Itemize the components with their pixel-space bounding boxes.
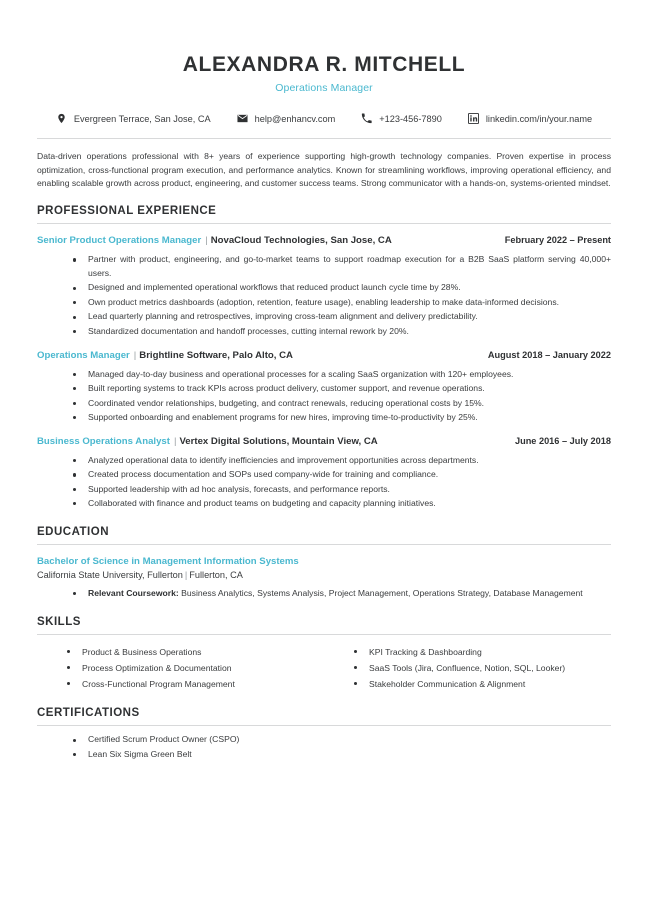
contact-email[interactable]: [237, 113, 336, 124]
education-school: California State University, Fullerton: [37, 570, 183, 581]
section-professional-experience: [37, 205, 611, 511]
list-item: Supported onboarding and enablement programs for new hires, improving time-to-productivity by 25%.: [73, 411, 611, 425]
section-skills: [37, 616, 611, 692]
education-bullets: [37, 587, 611, 601]
experience-date: June 2016 – July 2018: [514, 435, 611, 446]
title-separator: |: [205, 235, 208, 247]
list-item: [73, 587, 611, 601]
experience-company: Brightline Software, Palo Alto, CA: [139, 349, 293, 361]
title-separator: |: [173, 435, 177, 447]
education-school-line: [37, 570, 611, 580]
education-degree: Bachelor of Science in Management Information Systems: [37, 556, 299, 568]
skills-column-left: [37, 645, 324, 692]
coursework-label: Relevant Coursework:: [88, 588, 179, 599]
list-item: Cross-Functional Program Management: [67, 677, 324, 692]
experience-role: Operations Manager: [37, 349, 130, 361]
section-title-experience: PROFESSIONAL EXPERIENCE: [37, 205, 217, 218]
list-item: Designed and implemented operational workflows that reduced product launch cycle time by 28%.: [73, 281, 611, 295]
contact-location[interactable]: [56, 113, 211, 124]
certifications-list: [37, 733, 611, 761]
experience-bullets: [37, 368, 611, 425]
list-item: Managed day-to-day business and operational processes for a scaling SaaS organization with 120+ employees.: [73, 368, 611, 382]
experience-company: NovaCloud Technologies, San Jose, CA: [210, 235, 392, 247]
school-separator: |: [184, 570, 188, 581]
candidate-title: Operations Manager: [275, 82, 373, 95]
experience-entry-title-line: [37, 436, 378, 447]
skills-list-left: [37, 645, 324, 692]
list-item: SaaS Tools (Jira, Confluence, Notion, SQL, Looker): [354, 661, 611, 676]
list-item: Built reporting systems to track KPIs across product delivery, customer support, and revenue operations.: [73, 382, 611, 396]
list-item: Analyzed operational data to identify inefficiencies and improvement opportunities across departments.: [73, 454, 611, 468]
coursework-text: Business Analytics, Systems Analysis, Project Management, Operations Strategy, Database Management: [178, 588, 583, 599]
list-item: Created process documentation and SOPs used company-wide for training and compliance.: [73, 468, 611, 482]
resume-header: [37, 52, 611, 124]
list-item: Certified Scrum Product Owner (CSPO): [73, 733, 611, 747]
experience-bullets: [37, 454, 611, 511]
phone-icon: [361, 113, 372, 124]
contact-row: [37, 113, 611, 124]
section-divider-certifications: [37, 725, 611, 726]
contact-phone-text: +123-456-7890: [379, 113, 442, 124]
header-divider: [37, 138, 611, 139]
section-divider-education: [37, 544, 611, 545]
section-education: [37, 526, 611, 601]
skills-columns: [37, 645, 611, 692]
experience-entry-header: [37, 350, 611, 361]
list-item: Coordinated vendor relationships, budgeting, and contract renewals, reducing operational costs by 15%.: [73, 397, 611, 411]
contact-linkedin[interactable]: [468, 113, 592, 124]
experience-entry: [37, 350, 611, 425]
experience-role: Senior Product Operations Manager: [37, 235, 202, 247]
list-item: Stakeholder Communication & Alignment: [354, 677, 611, 692]
experience-role: Business Operations Analyst: [37, 435, 170, 447]
list-item: Collaborated with finance and product teams on budgeting and capacity planning initiatives.: [73, 497, 611, 511]
experience-entry-header: [37, 235, 611, 246]
experience-entry-title-line: [37, 350, 293, 361]
experience-entry: [37, 235, 611, 339]
envelope-icon: [237, 113, 248, 124]
contact-linkedin-text: linkedin.com/in/your.name: [485, 113, 593, 124]
section-title-skills: SKILLS: [37, 615, 81, 628]
section-divider-skills: [37, 634, 611, 635]
professional-summary: Data-driven operations professional with 8+ years of experience supporting high-growth technology companies. Proven expertise in process optimization, cross-functional program execution, and performance analytics. Known for streamlining workflows, improving operational efficiency, and enabling scalable growth across product, engineering, and customer success teams. Strong communicator with a hands-on, systems-oriented mindset.: [37, 151, 611, 188]
list-item: Lead quarterly planning and retrospectives, improving cross-team alignment and delivery predictability.: [73, 310, 611, 324]
contact-email-text: help@enhancv.com: [254, 113, 336, 124]
experience-entry-header: [37, 436, 611, 447]
list-item: KPI Tracking & Dashboarding: [354, 645, 611, 660]
experience-entry-title-line: [37, 235, 392, 246]
experience-bullets: [37, 253, 611, 339]
list-item: Own product metrics dashboards (adoption, retention, feature usage), enabling leadership to make data-informed decisions.: [73, 296, 611, 310]
contact-phone[interactable]: [361, 113, 442, 124]
contact-location-text: Evergreen Terrace, San Jose, CA: [73, 113, 211, 124]
experience-date: February 2022 – Present: [504, 235, 611, 246]
list-item: Partner with product, engineering, and go-to-market teams to support roadmap execution for a B2B SaaS platform serving 40,000+ users.: [73, 253, 611, 281]
experience-entry: [37, 436, 611, 511]
skills-list-right: [324, 645, 611, 692]
list-item: Process Optimization & Documentation: [67, 661, 324, 676]
linkedin-icon: [468, 113, 479, 124]
title-separator: |: [133, 349, 137, 361]
section-divider-experience: [37, 223, 611, 224]
section-title-education: EDUCATION: [37, 526, 110, 539]
list-item: Supported leadership with ad hoc analysis, forecasts, and performance reports.: [73, 483, 611, 497]
list-item: Standardized documentation and handoff processes, cutting internal rework by 20%.: [73, 325, 611, 339]
candidate-name: ALEXANDRA R. MITCHELL: [182, 53, 466, 76]
map-pin-icon: [56, 113, 67, 124]
list-item: Lean Six Sigma Green Belt: [73, 748, 611, 762]
education-location: Fullerton, CA: [189, 570, 243, 581]
section-title-certifications: CERTIFICATIONS: [37, 707, 140, 720]
skills-column-right: [324, 645, 611, 692]
section-certifications: [37, 707, 611, 761]
experience-date: August 2018 – January 2022: [487, 349, 611, 360]
list-item: Product & Business Operations: [67, 645, 324, 660]
experience-company: Vertex Digital Solutions, Mountain View, CA: [179, 435, 378, 447]
